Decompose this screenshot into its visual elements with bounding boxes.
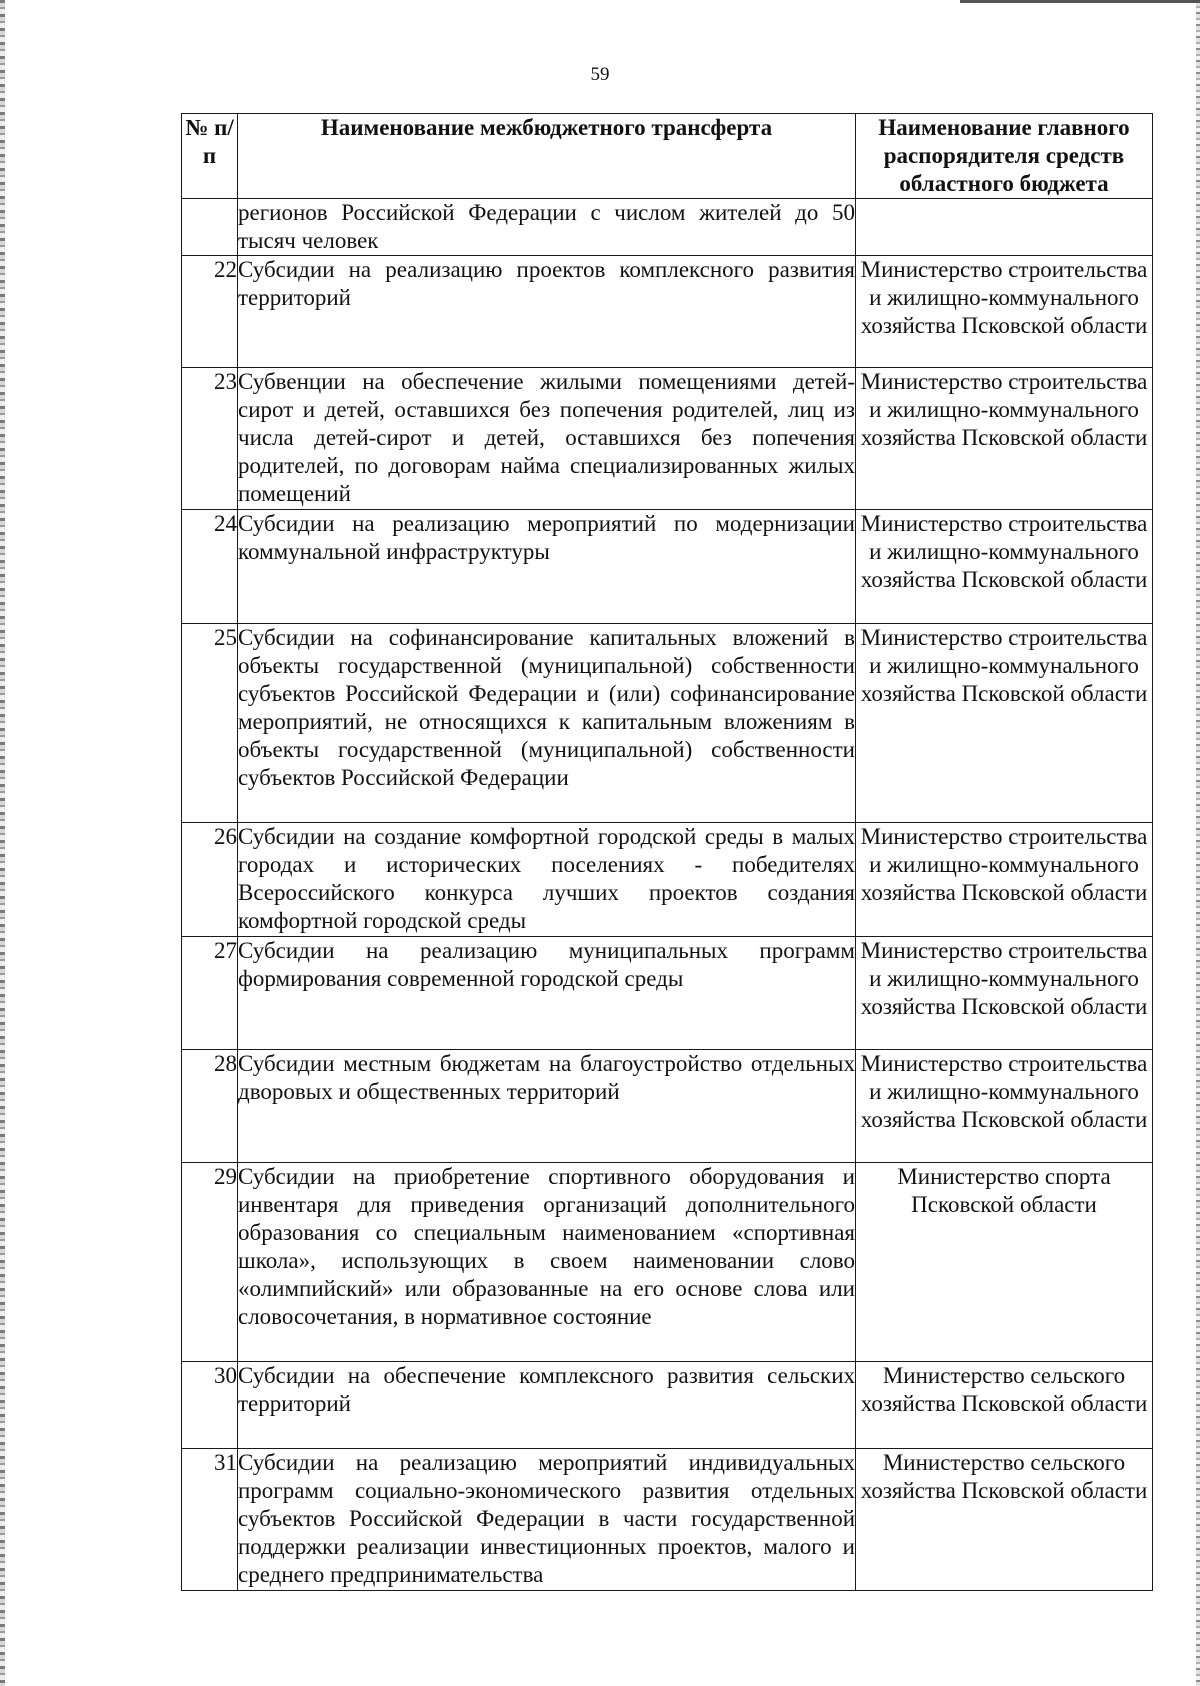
transfer-name: регионов Российской Федерации с числом жителей до 50 тысяч человек <box>238 199 856 256</box>
row-number: 22 <box>182 256 238 368</box>
transfer-name: Субсидии на реализацию проектов комплексного развития территорий <box>238 256 856 368</box>
row-number: 31 <box>182 1449 238 1591</box>
transfer-name: Субсидии на обеспечение комплексного развития сельских территорий <box>238 1362 856 1449</box>
table-header-row <box>182 114 1153 199</box>
row-number: 28 <box>182 1050 238 1163</box>
row-number: 26 <box>182 823 238 937</box>
distributor-name <box>856 199 1153 256</box>
distributor-name: Министерство строительства и жилищно-коммунального хозяйства Псковской области <box>856 937 1153 1050</box>
transfer-name: Субсидии на софинансирование капитальных вложений в объекты государственной (муниципальной) собственности субъектов Российской Федерации и (или) софинансирование мероприятий, не относящихся к капитальным вложениям в объекты государственной (муниципальной) собственности субъектов Российской Федерации <box>238 624 856 823</box>
row-number: 25 <box>182 624 238 823</box>
distributor-name: Министерство строительства и жилищно-коммунального хозяйства Псковской области <box>856 368 1153 510</box>
table-row <box>182 1050 1153 1163</box>
table-row <box>182 256 1153 368</box>
table-row <box>182 368 1153 510</box>
distributor-name: Министерство спорта Псковской области <box>856 1163 1153 1362</box>
transfer-name: Субсидии на реализацию муниципальных программ формирования современной городской среды <box>238 937 856 1050</box>
distributor-name: Министерство сельского хозяйства Псковской области <box>856 1362 1153 1449</box>
distributor-name: Министерство строительства и жилищно-коммунального хозяйства Псковской области <box>856 1050 1153 1163</box>
header-distributor: Наименование главного распорядителя средств областного бюджета <box>856 114 1153 199</box>
row-number: 27 <box>182 937 238 1050</box>
scan-edge-top <box>960 0 1200 3</box>
distributor-name: Министерство строительства и жилищно-коммунального хозяйства Псковской области <box>856 823 1153 937</box>
header-number: № п/п <box>182 114 238 199</box>
row-number: 24 <box>182 510 238 624</box>
table-row <box>182 199 1153 256</box>
row-number: 29 <box>182 1163 238 1362</box>
table-row <box>182 1362 1153 1449</box>
transfer-name: Субсидии на реализацию мероприятий индивидуальных программ социально-экономического развития отдельных субъектов Российской Федерации в части государственной поддержки реализации инвестиционных проектов, малого и среднего предпринимательства <box>238 1449 856 1591</box>
table-row <box>182 823 1153 937</box>
table-row <box>182 624 1153 823</box>
table-row <box>182 937 1153 1050</box>
transfer-name: Субсидии на создание комфортной городской среды в малых городах и исторических поселениях - победителях Всероссийского конкурса лучших проектов создания комфортной городской среды <box>238 823 856 937</box>
page-number: 59 <box>590 64 610 85</box>
distributor-name: Министерство строительства и жилищно-коммунального хозяйства Псковской области <box>856 256 1153 368</box>
transfers-table <box>181 113 1153 1591</box>
row-number: 23 <box>182 368 238 510</box>
transfer-name: Субсидии местным бюджетам на благоустройство отдельных дворовых и общественных территорий <box>238 1050 856 1163</box>
transfer-name: Субсидии на приобретение спортивного оборудования и инвентаря для приведения организаций дополнительного образования со специальным наименованием «спортивная школа», использующих в своем наименовании слово «олимпийский» или образованные на его основе слова или словосочетания, в нормативное состояние <box>238 1163 856 1362</box>
table-row <box>182 1163 1153 1362</box>
scan-edge-left <box>0 0 5 1686</box>
table-row <box>182 1449 1153 1591</box>
transfer-name: Субвенции на обеспечение жилыми помещениями детей-сирот и детей, оставшихся без попечения родителей, лиц из числа детей-сирот и детей, оставшихся без попечения родителей, по договорам найма специализированных жилых помещений <box>238 368 856 510</box>
header-transfer-name: Наименование межбюджетного трансферта <box>238 114 856 199</box>
distributor-name: Министерство сельского хозяйства Псковской области <box>856 1449 1153 1591</box>
distributor-name: Министерство строительства и жилищно-коммунального хозяйства Псковской области <box>856 510 1153 624</box>
scan-edge-right <box>1196 0 1200 1686</box>
table-row <box>182 510 1153 624</box>
transfer-name: Субсидии на реализацию мероприятий по модернизации коммунальной инфраструктуры <box>238 510 856 624</box>
distributor-name: Министерство строительства и жилищно-коммунального хозяйства Псковской области <box>856 624 1153 823</box>
row-number: 30 <box>182 1362 238 1449</box>
row-number <box>182 199 238 256</box>
